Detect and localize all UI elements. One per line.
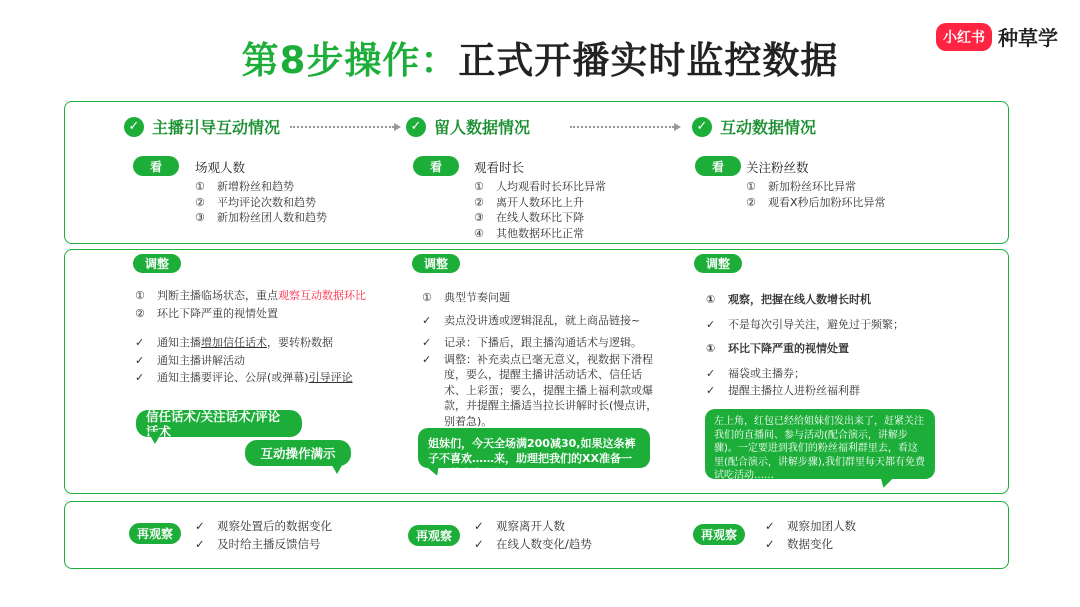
checkmark-icon: ✓ [765,537,775,551]
text-part: 通知主播要评论、公屏(或弹幕) [157,371,309,384]
list-item [195,535,332,553]
list-item [422,352,662,430]
list-item [706,366,946,382]
marker: ③ [195,211,205,224]
adjust-pill: 调整 [133,254,181,273]
adjust-pill: 调整 [694,254,742,273]
checkmark-icon: ✓ [135,371,145,384]
brand-logo [936,22,1058,51]
list-item [422,290,662,306]
adjust-col-3 [706,292,946,399]
see-pill: 看 [133,156,179,176]
item-text: 在线人数环比下降 [496,211,584,224]
checkmark-icon: ✓ [422,313,432,327]
reobserve-col-2 [474,517,592,553]
logo-badge: 小红书 [936,23,992,51]
marker: ① [746,180,756,193]
list-item [135,306,395,322]
list-item [706,317,946,333]
speech-bubble-demo: 互动操作满示 [245,440,351,466]
title-black: 正式开播实时监控数据 [458,39,839,82]
item-text: 典型节奏问题 [444,291,510,304]
list-item [474,210,606,226]
list-item [195,195,327,211]
marker: ② [746,195,756,209]
text-part: 通知主播 [157,336,201,349]
checkmark-icon: ✓ [474,537,484,551]
item-text: 环比下降严重的视情处置 [157,306,278,320]
adjust-col-1 [135,288,395,386]
marker: ① [474,180,484,193]
list-item [474,535,592,553]
see-pill: 看 [695,156,741,176]
list-item [474,179,606,195]
metric-label: 场观人数 [195,160,246,175]
checkmark-icon: ✓ [706,384,716,397]
list-item [422,313,662,329]
item-text [157,288,366,304]
metric-list [195,179,327,226]
dotted-arrow-line [290,126,394,128]
marker: ① [706,342,716,355]
marker: ① [706,293,716,306]
marker: ② [195,195,205,209]
section-header-2 [406,115,530,138]
section-title: 主播引导互动情况 [152,118,281,137]
speech-bubble-script: 姐妹们，今天全场满200减30,如果这条裤子不喜欢……来，助理把我们的XX准备一下，给大家返场… [418,428,650,468]
list-item [195,179,327,195]
list-item [474,195,606,211]
checkmark-icon: ✓ [195,519,205,533]
checkmark-icon: ✓ [195,537,205,551]
checkmark-icon: ✓ [422,352,432,366]
list-item [195,210,327,226]
item-text [157,335,333,351]
item-text: 人均观看时长环比异常 [496,180,606,193]
list-item [706,292,946,308]
item-text: 福袋或主播券； [728,366,805,380]
item-text: 数据变化 [787,537,833,551]
list-item [135,335,395,351]
logo-text: 种草学 [998,26,1058,50]
section-header-3 [692,115,816,138]
highlight-text: 观察互动数据环比 [278,289,366,302]
checkmark-icon: ✓ [706,317,716,331]
list-item [135,288,395,304]
list-item [135,353,395,369]
see-pill: 看 [413,156,459,176]
list-item [746,179,886,195]
reobserve-col-3 [765,517,856,553]
underlined-text: 引导评论 [308,371,353,384]
item-text: 观察离开人数 [496,519,565,533]
list-item [706,341,946,357]
list-item [706,383,946,399]
item-text: 通知主播讲解活动 [157,353,245,367]
bubble-tail [330,462,344,474]
item-text: 观察，把握在线人数增长时机 [728,293,871,306]
arrow-head-icon [394,123,401,131]
item-text: 新增粉丝和趋势 [217,180,294,193]
adjust-col-2 [422,290,662,429]
marker: ① [195,180,205,193]
item-text: 卖点没讲透或逻辑混乱，就上商品链接~ [444,313,641,327]
metric-list [474,179,606,241]
metric-label: 关注粉丝数 [746,160,809,175]
list-item [746,195,886,211]
list-item [195,517,332,535]
marker: ③ [474,211,484,224]
page-title [0,30,1080,84]
item-text: 平均评论次数和趋势 [217,195,316,209]
marker: ① [422,291,432,304]
item-text: 离开人数环比上升 [496,195,584,209]
checkmark-icon: ✓ [474,519,484,533]
checkmark-icon: ✓ [765,519,775,533]
check-circle-icon: ✓ [124,117,144,137]
section-header-1 [124,115,280,138]
speech-bubble-script: 左上角，红包已经给姐妹们发出来了，赶紧关注我们的直播间、参与活动(配合演示，讲解步骤)。一定要进到我们的粉丝福利群里去，看这里(配合演示，讲解步骤),我们群里每天都有免费试吃活动…… [705,409,935,479]
speech-bubble-tips: 信任话术/关注话术/评论话术 [136,410,302,437]
check-circle-icon: ✓ [406,117,426,137]
text-part: 判断主播临场状态，重点 [157,289,278,302]
item-text: 调整：补充卖点已毫无意义，视数据下滑程度，要么，提醒主播讲活动话术、信任话术、上彩蛋；要么，提醒主播上福利款或爆款，并提醒主播适当拉长讲解时长(慢点讲，别着急)。 [444,352,658,428]
checkmark-icon: ✓ [135,353,145,367]
bubble-tail [148,432,162,444]
list-item [135,370,395,386]
reobserve-pill: 再观察 [693,524,745,545]
item-text: 新加粉丝环比异常 [768,180,856,193]
item-text: 记录：下播后，跟主播沟通话术与逻辑。 [444,336,642,349]
item-text: 及时给主播反馈信号 [217,537,321,551]
title-green: 第8步操作： [241,39,459,82]
marker: ④ [474,226,484,240]
marker: ① [135,289,145,302]
checkmark-icon: ✓ [135,336,145,349]
item-text: 不是每次引导关注，避免过于频繁； [728,317,904,331]
item-text: 观看X秒后加粉环比异常 [768,195,886,209]
item-text [157,370,353,386]
check-circle-icon: ✓ [692,117,712,137]
item-text: 新加粉丝团人数和趋势 [217,211,327,224]
checkmark-icon: ✓ [706,366,716,380]
arrow-head-icon [674,123,681,131]
item-text: 观察加团人数 [787,519,856,533]
item-text: 提醒主播拉人进粉丝福利群 [728,384,860,397]
dotted-arrow-line [570,126,674,128]
list-item [765,535,856,553]
list-item [474,517,592,535]
metric-label: 观看时长 [474,160,525,175]
checkmark-icon: ✓ [422,336,432,349]
item-text: 在线人数变化/趋势 [496,537,592,551]
section-title: 互动数据情况 [720,118,817,137]
underlined-text: 增加信任话术 [201,336,267,349]
reobserve-col-1 [195,517,332,553]
adjust-pill: 调整 [412,254,460,273]
section-title: 留人数据情况 [434,118,531,137]
list-item [765,517,856,535]
list-item [422,335,662,351]
item-text: 环比下降严重的视情处置 [728,342,849,355]
list-item [474,226,606,242]
item-text: 观察处置后的数据变化 [217,519,332,533]
metric-list [746,179,886,210]
marker: ② [474,195,484,209]
reobserve-pill: 再观察 [129,523,181,544]
marker: ② [135,306,145,320]
text-part: ，要转粉数据 [267,336,333,349]
reobserve-pill: 再观察 [408,525,460,546]
item-text: 其他数据环比正常 [496,226,584,240]
